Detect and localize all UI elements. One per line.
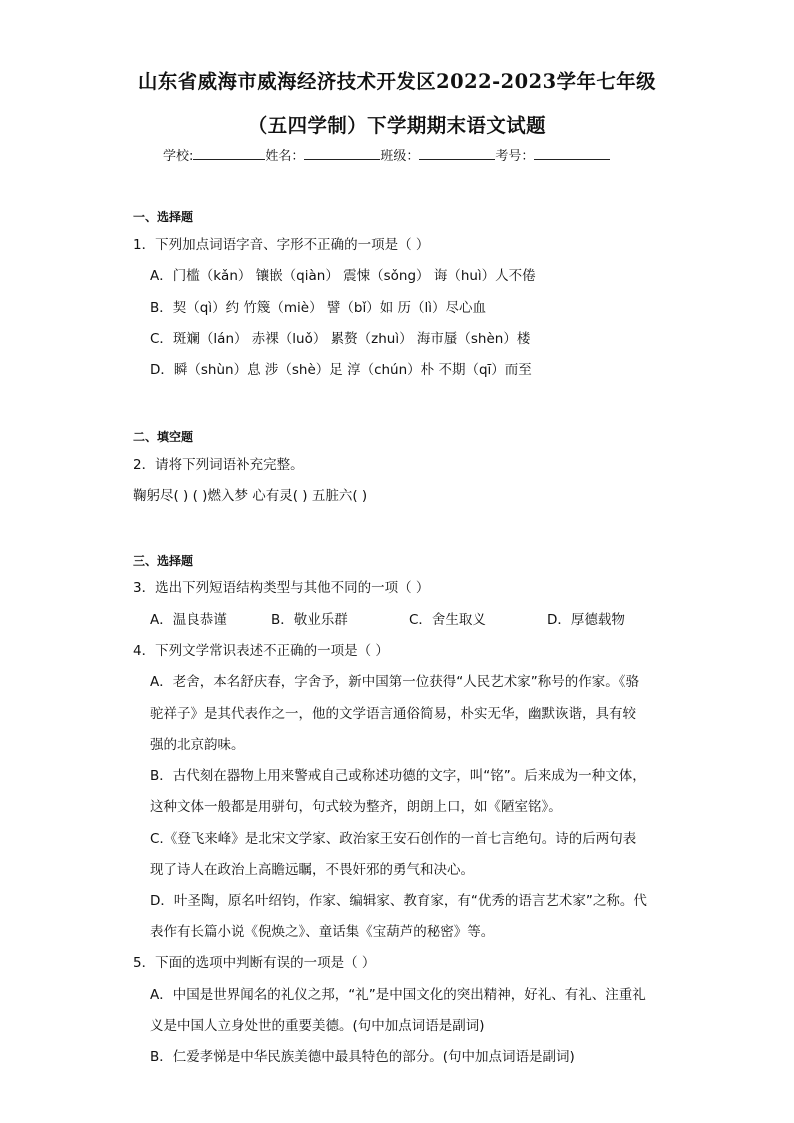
name-blank <box>304 145 380 160</box>
class-blank <box>419 145 495 160</box>
question-4-line: A．老舍，本名舒庆春，字舍予，新中国第一位获得“人民艺术家”称号的作家。《骆 <box>150 674 639 690</box>
question-4-line: C.《登飞来峰》是北宋文学家、政治家王安石创作的一首七言绝句。诗的后两句表 <box>150 831 637 847</box>
question-5-stem: 5．下面的选项中判断有误的一项是（ ） <box>133 955 376 971</box>
question-1-option-a: A．门槛（kǎn） 镶嵌（qiàn） 震悚（sǒng） 诲（huì）人不倦 <box>150 268 536 284</box>
number-blank <box>534 145 610 160</box>
student-info-row <box>163 145 610 164</box>
question-1-stem: 1．下列加点词语字音、字形不正确的一项是（ ） <box>133 237 430 253</box>
question-4-line: 这种文体一般都是用骈句，句式较为整齐，朗朗上口，如《陋室铭》。 <box>150 799 562 815</box>
question-2-blanks: 鞠躬尽( ) ( )燃入梦 心有灵( ) 五脏六( ) <box>133 488 368 504</box>
question-4-line: B．古代刻在器物上用来警戒自己或称述功德的文字，叫“铭”。后来成为一种文体， <box>150 768 646 784</box>
question-4-line: 表作有长篇小说《倪焕之》、童话集《宝葫芦的秘密》等。 <box>150 924 495 940</box>
question-3-option-a: A．温良恭谨 <box>150 612 227 628</box>
question-4-line: 现了诗人在政治上高瞻远瞩，不畏奸邪的勇气和决心。 <box>150 862 474 878</box>
exam-title-line2: （五四学制）下学期期末语文试题 <box>247 114 547 137</box>
question-2-stem: 2．请将下列词语补充完整。 <box>133 457 304 473</box>
class-label: 班级： <box>380 149 420 164</box>
question-3-option-c: C．舍生取义 <box>409 612 486 628</box>
section-heading: 二、填空题 <box>133 430 194 444</box>
name-label: 姓名： <box>265 149 305 164</box>
question-3-options <box>150 608 670 626</box>
question-3-stem: 3．选出下列短语结构类型与其他不同的一项（ ） <box>133 580 430 596</box>
question-5-line: B．仁爱孝悌是中华民族美德中最具特色的部分。(句中加点词语是副词) <box>150 1049 575 1065</box>
question-4-stem: 4．下列文学常识表述不正确的一项是（ ） <box>133 643 389 659</box>
question-1-option-b: B．契（qì）约 竹篾（miè） 譬（bǐ）如 历（lì）尽心血 <box>150 300 486 316</box>
question-5-line: 义是中国人立身处世的重要美德。(句中加点词语是副词) <box>150 1018 485 1034</box>
exam-title-line1: 山东省威海市威海经济技术开发区2022-2023学年七年级 <box>138 70 656 93</box>
question-1-option-c: C．斑斓（lán） 赤裸（luǒ） 累赘（zhuì） 海市蜃（shèn）楼 <box>150 331 531 347</box>
question-3-option-b: B．敬业乐群 <box>271 612 348 628</box>
school-label: 学校: <box>163 149 194 164</box>
question-4-line: D．叶圣陶，原名叶绍钧，作家、编辑家、教育家，有“优秀的语言艺术家”之称。代 <box>150 893 647 909</box>
question-3-option-d: D．厚德载物 <box>547 612 625 628</box>
question-4-line: 强的北京韵味。 <box>150 737 245 753</box>
question-1-option-d: D．瞬（shùn）息 涉（shè）足 淳（chún）朴 不期（qī）而至 <box>150 362 532 378</box>
section-heading: 三、选择题 <box>133 554 194 568</box>
question-5-line: A．中国是世界闻名的礼仪之邦，“礼”是中国文化的突出精神，好礼、有礼、注重礼 <box>150 987 646 1003</box>
number-label: 考号： <box>495 149 535 164</box>
school-blank <box>193 145 265 160</box>
question-4-line: 驼祥子》是其代表作之一，他的文学语言通俗简易，朴实无华，幽默诙谐，具有较 <box>150 706 636 722</box>
section-heading: 一、选择题 <box>133 210 194 224</box>
